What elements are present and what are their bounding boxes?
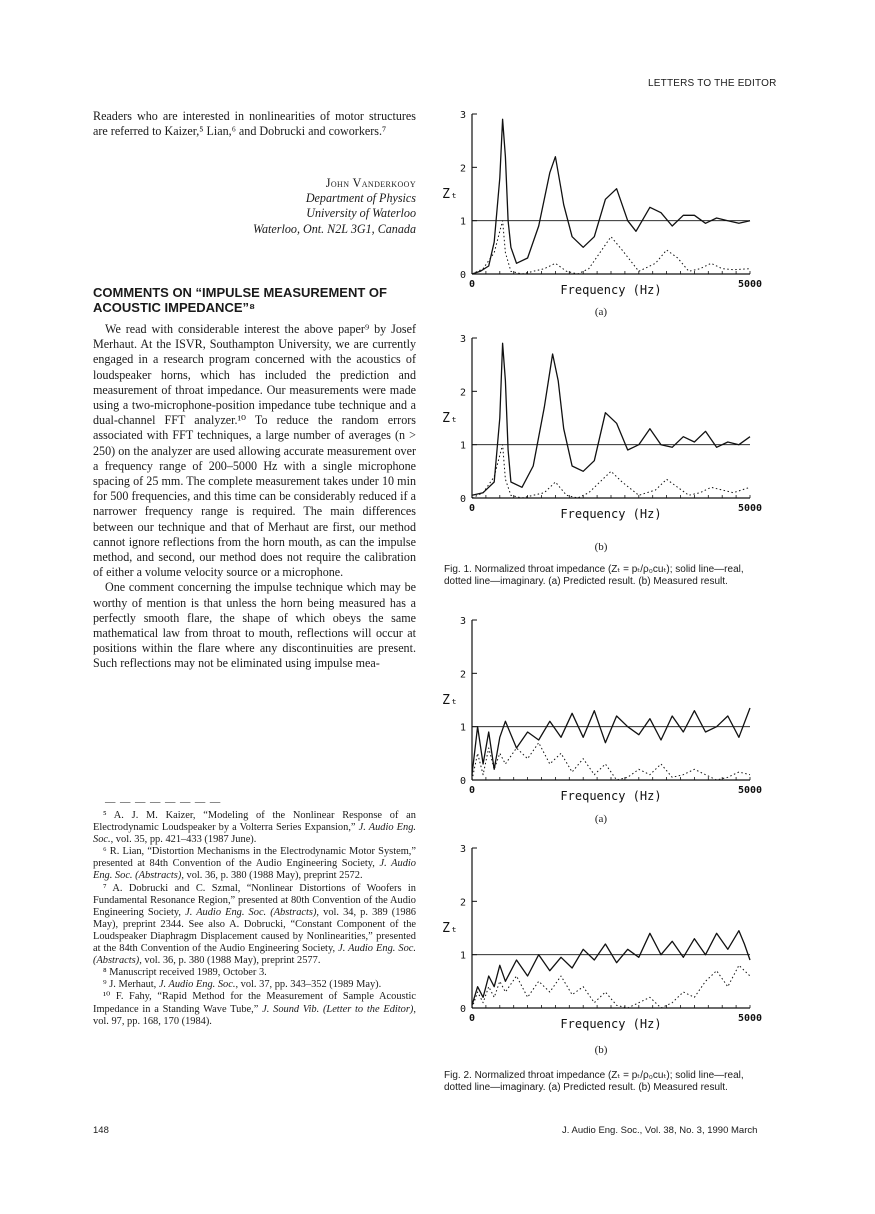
y-axis-label: Zₜ xyxy=(442,693,458,708)
reference-9: ⁹ J. Merhaut, J. Audio Eng. Soc., vol. 37, pp. 343–352 (1989 May). xyxy=(103,979,382,991)
fig1a-sublabel: (a) xyxy=(594,306,608,318)
y-tick-label: 0 xyxy=(459,776,466,787)
x-axis-label: Frequency (Hz) xyxy=(560,283,662,297)
fig2b-sublabel: (b) xyxy=(594,1044,608,1056)
series-imaginary-line xyxy=(472,743,750,780)
fig2-caption: Fig. 2. Normalized throat impedance (Zₜ = pₜ/ρ₀cuₜ); solid line—real, dotted line—imaginary. (a) Predicted result. (b) Measured result. xyxy=(444,1070,744,1093)
y-axis-label: Zₜ xyxy=(442,921,458,936)
x-tick-label: 5000 xyxy=(737,1013,763,1024)
fig1b-chart xyxy=(442,330,772,530)
reference-8: ⁸ Manuscript received 1989, October 3. xyxy=(103,967,267,979)
y-tick-label: 3 xyxy=(459,616,466,627)
y-tick-label: 0 xyxy=(459,1004,466,1015)
y-tick-label: 3 xyxy=(459,844,466,855)
series-real-line xyxy=(472,343,750,495)
reference-7: ⁷ A. Dobrucki and C. Szmal, “Nonlinear Distortions of Woofers in Fundamental Resonance Region,” presented at 80th Convention of the Audio Engineering Society, J. Audio Eng. Soc. (Abstracts), vol. 34, p. 389 (1986 May), preprint 2344. See also A. Dobrucki, “Constant Component of the Loudspeaker Diaphragm Displacement caused by Nonlinearities,” presented at the 84th Convention of the Audio Engineering Society, J. Audio Eng. Soc. (Abstracts), vol. 36, p. 380 (1988 May), preprint 2577. xyxy=(93,882,416,967)
y-tick-label: 1 xyxy=(459,950,466,962)
y-tick-label: 1 xyxy=(459,216,466,228)
fig2a-chart xyxy=(442,612,772,812)
article-paragraph-2: One comment concerning the impulse technique which may be worthy of mention is that unless the horn being measured has a perfectly smooth flare, the shape of which obeys the same mathematical law from throat to mouth, reflections will occur at positions within the flare where any discontinuities are present. Such reflections may not be eliminated using impulse mea- xyxy=(93,580,416,671)
journal-citation: J. Audio Eng. Soc., Vol. 38, No. 3, 1990 March xyxy=(562,1125,758,1136)
fig1-caption: Fig. 1. Normalized throat impedance (Zₜ = pₜ/ρ₀cuₜ); solid line—real, dotted line—imaginary. (a) Predicted result. (b) Measured result. xyxy=(444,564,744,587)
author-university: University of Waterloo xyxy=(306,206,416,221)
references-list xyxy=(93,810,416,1028)
author-name: John Vanderkooy xyxy=(325,176,416,190)
intro-paragraph: Readers who are interested in nonlinearities of motor structures are referred to Kaizer,⁵ Lian,⁶ and Dobrucki and coworkers.⁷ xyxy=(93,109,416,139)
article-body xyxy=(93,322,416,672)
series-imaginary-line xyxy=(472,965,750,1008)
y-tick-label: 3 xyxy=(459,110,466,121)
fig2a-sublabel: (a) xyxy=(594,813,608,825)
reference-6: ⁶ R. Lian, “Distortion Mechanisms in the Electrodynamic Motor System,” presented at 84th Convention of the Audio Engineering Society, J. Audio Eng. Soc. (Abstracts), vol. 36, p. 380 (1988 May), preprint 2572. xyxy=(93,846,416,882)
series-imaginary-line xyxy=(472,221,750,274)
x-tick-label: 0 xyxy=(468,1013,476,1024)
y-tick-label: 2 xyxy=(459,669,466,681)
y-tick-label: 3 xyxy=(459,334,466,345)
x-tick-label: 5000 xyxy=(737,279,763,290)
footnote-rule: — — — — — — — — xyxy=(105,797,222,808)
x-tick-label: 0 xyxy=(468,279,476,290)
x-tick-label: 5000 xyxy=(737,785,763,796)
y-tick-label: 0 xyxy=(459,270,466,281)
fig1a-chart xyxy=(442,106,772,306)
x-axis-label: Frequency (Hz) xyxy=(560,507,662,521)
y-axis-label: Zₜ xyxy=(442,411,458,426)
y-tick-label: 2 xyxy=(459,387,466,399)
page-number: 148 xyxy=(93,1125,109,1136)
y-tick-label: 0 xyxy=(459,494,466,505)
x-tick-label: 0 xyxy=(468,785,476,796)
reference-10: ¹⁰ F. Fahy, “Rapid Method for the Measurement of Sample Acoustic Impedance in a Standing Wave Tube,” J. Sound Vib. (Letter to the Editor), vol. 97, pp. 168, 170 (1984). xyxy=(93,991,416,1027)
article-headline: COMMENTS ON “IMPULSE MEASUREMENT OF ACOUSTIC IMPEDANCE”⁸ xyxy=(93,285,387,315)
article-paragraph-1: We read with considerable interest the above paper⁹ by Josef Merhaut. At the ISVR, Southampton University, we are currently engaged in a research program concerned with the acoustics of loudspeaker horns, which has included the prediction and measurement of throat impedance. Our measurements were made using a two-microphone-position impedance tube technique and a dual-channel FFT analyzer.¹⁰ To reduce the random errors associated with FFT techniques, a large number of averages (n > 250) on the analyzer are used allowing accurate measurement over a frequency range of 200–5000 Hz with a single microphone spacing of 25 mm. The complete measurement takes under 10 min for 500 frequencies, and this time can be considerably reduced if a narrower frequency range is required. The main differences between our technique and that of Merhaut are first, our method cannot ignore reflections from the horn mouth, as can the impulse method, and second, our method does not require the calibration of either a volume velocity source or a microphone. xyxy=(93,322,416,580)
y-tick-label: 2 xyxy=(459,163,466,175)
x-axis-label: Frequency (Hz) xyxy=(560,1017,662,1031)
fig1b-sublabel: (b) xyxy=(594,541,608,553)
y-axis-label: Zₜ xyxy=(442,187,458,202)
signature-block xyxy=(93,176,416,237)
x-tick-label: 5000 xyxy=(737,503,763,514)
author-location: Waterloo, Ont. N2L 3G1, Canada xyxy=(253,221,416,236)
reference-5: ⁵ A. J. M. Kaizer, “Modeling of the Nonlinear Response of an Electrodynamic Loudspeaker by a Volterra Series Expansion,” J. Audio Eng. Soc., vol. 35, pp. 421–433 (1987 June). xyxy=(93,810,416,846)
y-tick-label: 2 xyxy=(459,897,466,909)
x-axis-label: Frequency (Hz) xyxy=(560,789,662,803)
series-imaginary-line xyxy=(472,445,750,498)
running-head: LETTERS TO THE EDITOR xyxy=(648,78,777,89)
series-real-line xyxy=(472,931,750,1006)
y-tick-label: 1 xyxy=(459,440,466,452)
author-department: Department of Physics xyxy=(305,191,416,206)
y-tick-label: 1 xyxy=(459,722,466,734)
series-real-line xyxy=(472,119,750,274)
fig2b-chart xyxy=(442,840,772,1040)
series-real-line xyxy=(472,708,750,775)
x-tick-label: 0 xyxy=(468,503,476,514)
